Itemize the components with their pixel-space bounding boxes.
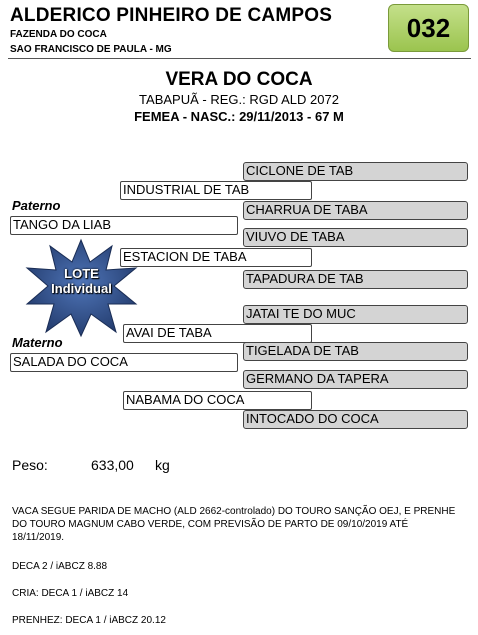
great-grandparent-box: TIGELADA DE TAB (243, 342, 468, 361)
farm-city: SAO FRANCISCO DE PAULA - MG (10, 44, 172, 55)
prenhez-index: PRENHEZ: DECA 1 / iABCZ 20.12 (12, 615, 166, 626)
weight-label: Peso: (12, 457, 48, 473)
animal-name: VERA DO COCA (165, 69, 313, 90)
great-grandparent-box: GERMANO DA TAPERA (243, 370, 468, 389)
animal-description: VACA SEGUE PARIDA DE MACHO (ALD 2662-controlado) DO TOURO SANÇÃO OEJ, E PRENHE DO TOURO MAGNUM CABO VERDE, COM PREVISÃO DE PARTO DE 09/10/2019 ATÉ 18/11/2019. (12, 506, 456, 543)
great-grandparent-box: INTOCADO DO COCA (243, 410, 468, 429)
owner-name: ALDERICO PINHEIRO DE CAMPOS (10, 5, 333, 26)
great-grandparent-box: JATAI TE DO MUC (243, 305, 468, 324)
animal-breed-registration: TABAPUÃ - REG.: RGD ALD 2072 (139, 92, 339, 107)
sire-box: TANGO DA LIAB (10, 216, 238, 235)
dam-sire-box: AVAI DE TABA (123, 324, 312, 343)
badge-line2: Individual (51, 281, 112, 296)
great-grandparent-box: CICLONE DE TAB (243, 162, 468, 181)
lote-individual-label (24, 266, 139, 296)
great-grandparent-box: TAPADURA DE TAB (243, 270, 468, 289)
cria-index: CRIA: DECA 1 / iABCZ 14 (12, 588, 129, 599)
sire-sire-box: INDUSTRIAL DE TAB (120, 181, 312, 200)
dam-box: SALADA DO COCA (10, 353, 238, 372)
materno-label: Materno (12, 335, 63, 350)
deca-index: DECA 2 / iABCZ 8.88 (12, 561, 108, 572)
great-grandparent-box: VIUVO DE TABA (243, 228, 468, 247)
weight-value: 633,00 (91, 457, 134, 473)
paterno-label: Paterno (12, 198, 61, 213)
animal-sex-birth: FEMEA - NASC.: 29/11/2013 - 67 M (134, 109, 344, 124)
weight-unit: kg (155, 457, 170, 473)
sire-dam-box: ESTACION DE TABA (120, 248, 312, 267)
dam-dam-box: NABAMA DO COCA (123, 391, 312, 410)
farm-name: FAZENDA DO COCA (10, 29, 107, 40)
badge-line1: LOTE (64, 266, 99, 281)
great-grandparent-box: CHARRUA DE TABA (243, 201, 468, 220)
header-divider (8, 58, 471, 59)
lot-number-badge: 032 (388, 4, 469, 52)
